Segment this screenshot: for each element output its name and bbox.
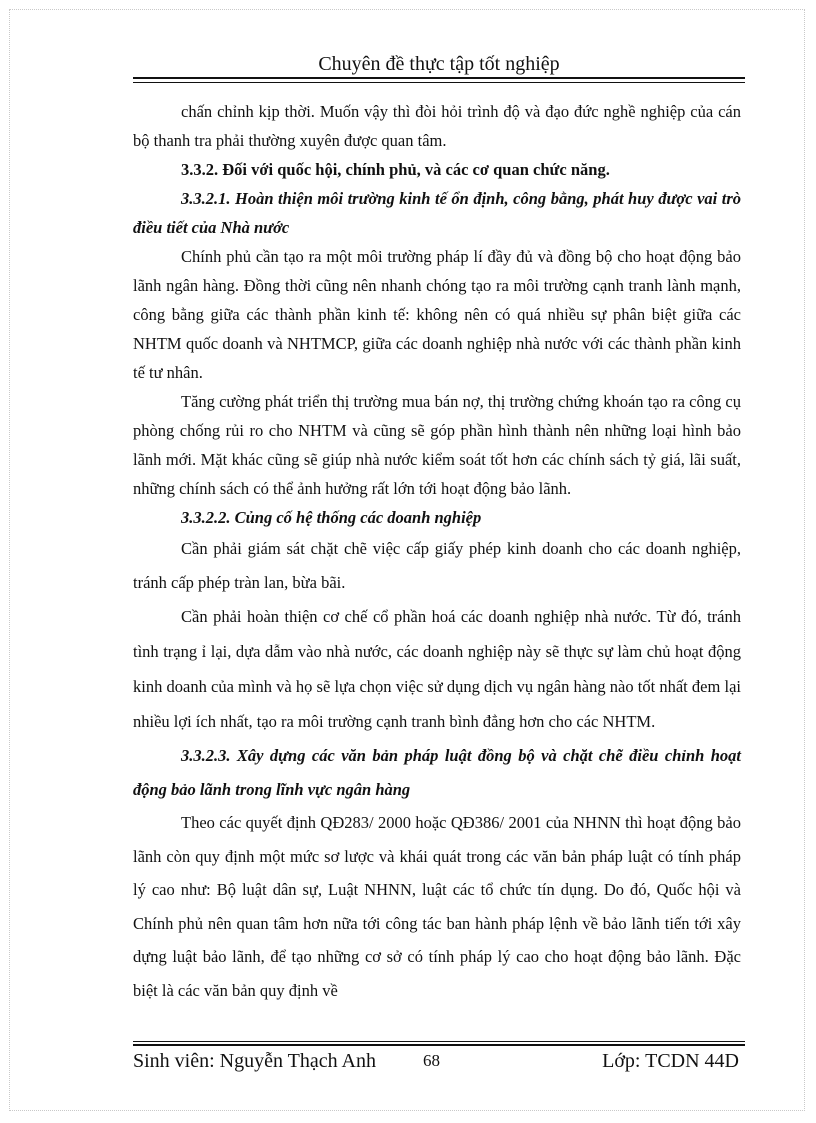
paragraph-4: Cần phải giám sát chặt chẽ việc cấp giấy phép kinh doanh cho các doanh nghiệp, tránh cấp phép tràn lan, bừa bãi. <box>133 539 741 592</box>
page-header-title: Chuyên đề thực tập tốt nghiệp <box>318 53 560 75</box>
footer-rule-thin <box>133 1041 745 1042</box>
footer-rule-thick <box>133 1044 745 1046</box>
paragraph-2: Chính phủ cần tạo ra một môi trường pháp lí đầy đủ và đồng bộ cho hoạt động bảo lãnh ngân hàng. Đồng thời cũng nên nhanh chóng tạo ra môi trường cạnh tranh lành mạnh, công bằng giữa các thành phần kinh tế: không nên có quá nhiều sự phân biệt giữa các NHTM quốc doanh và NHTMCP, giữa các doanh nghiệp nhà nước với các thành phần kinh tế tư nhân. <box>133 247 741 382</box>
header-rule-thin <box>133 82 745 83</box>
footer-class: Lớp: TCDN 44D <box>602 1050 739 1072</box>
heading-3-3-2-1: 3.3.2.1. Hoàn thiện môi trường kinh tế ổn định, công bằng, phát huy được vai trò điều tiết của Nhà nước <box>133 189 741 237</box>
heading-3-3-2-2: 3.3.2.2. Củng cố hệ thống các doanh nghiệp <box>181 508 482 527</box>
paragraph-1: chấn chỉnh kịp thời. Muốn vậy thì đòi hỏi trình độ và đạo đức nghề nghiệp của cán bộ thanh tra phải thường xuyên được quan tâm. <box>133 102 741 150</box>
paragraph-3: Tăng cường phát triển thị trường mua bán nợ, thị trường chứng khoán tạo ra công cụ phòng chống rủi ro cho NHTM và cũng sẽ góp phần hình thành nên những loại hình bảo lãnh mới. Mặt khác cũng sẽ giúp nhà nước kiểm soát tốt hơn các chính sách tỷ giá, lãi suất, những chính sách có thể ảnh hưởng rất lớn tới hoạt động bảo lãnh. <box>133 392 741 498</box>
heading-3-3-2-3: 3.3.2.3. Xây dựng các văn bản pháp luật đồng bộ và chặt chẽ điều chỉnh hoạt động bảo lãnh trong lĩnh vực ngân hàng <box>133 746 741 799</box>
page-footer <box>133 1048 741 1074</box>
page-body <box>133 97 741 1007</box>
header-rule-thick <box>133 77 745 79</box>
paragraph-5: Cần phải hoàn thiện cơ chế cổ phần hoá các doanh nghiệp nhà nước. Từ đó, tránh tình trạng ỉ lại, dựa dẫm vào nhà nước, các doanh nghiệp này sẽ thực sự làm chủ hoạt động kinh doanh của mình và họ sẽ lựa chọn việc sử dụng dịch vụ ngân hàng nào tốt nhất đem lại nhiều lợi ích nhất, tạo ra môi trường cạnh tranh bình đẳng hơn cho các NHTM. <box>133 607 741 731</box>
footer-student-name: Sinh viên: Nguyễn Thạch Anh <box>133 1050 376 1072</box>
paragraph-6: Theo các quyết định QĐ283/ 2000 hoặc QĐ386/ 2001 của NHNN thì hoạt động bảo lãnh còn quy định một mức sơ lược và khái quát trong các văn bản pháp luật có tính pháp lý cao như: Bộ luật dân sự, Luật NHNN, luật các tổ chức tín dụng. Do đó, Quốc hội và Chính phủ nên quan tâm hơn nữa tới công tác ban hành pháp lệnh về bảo lãnh tiến tới xây dựng luật bảo lãnh, để tạo những cơ sở có tính pháp lý cao cho hoạt động bảo lãnh. Đặc biệt là các văn bản quy định về <box>133 813 741 1000</box>
heading-3-3-2: 3.3.2. Đối với quốc hội, chính phủ, và các cơ quan chức năng. <box>181 160 610 179</box>
footer-page-number: 68 <box>423 1051 440 1070</box>
